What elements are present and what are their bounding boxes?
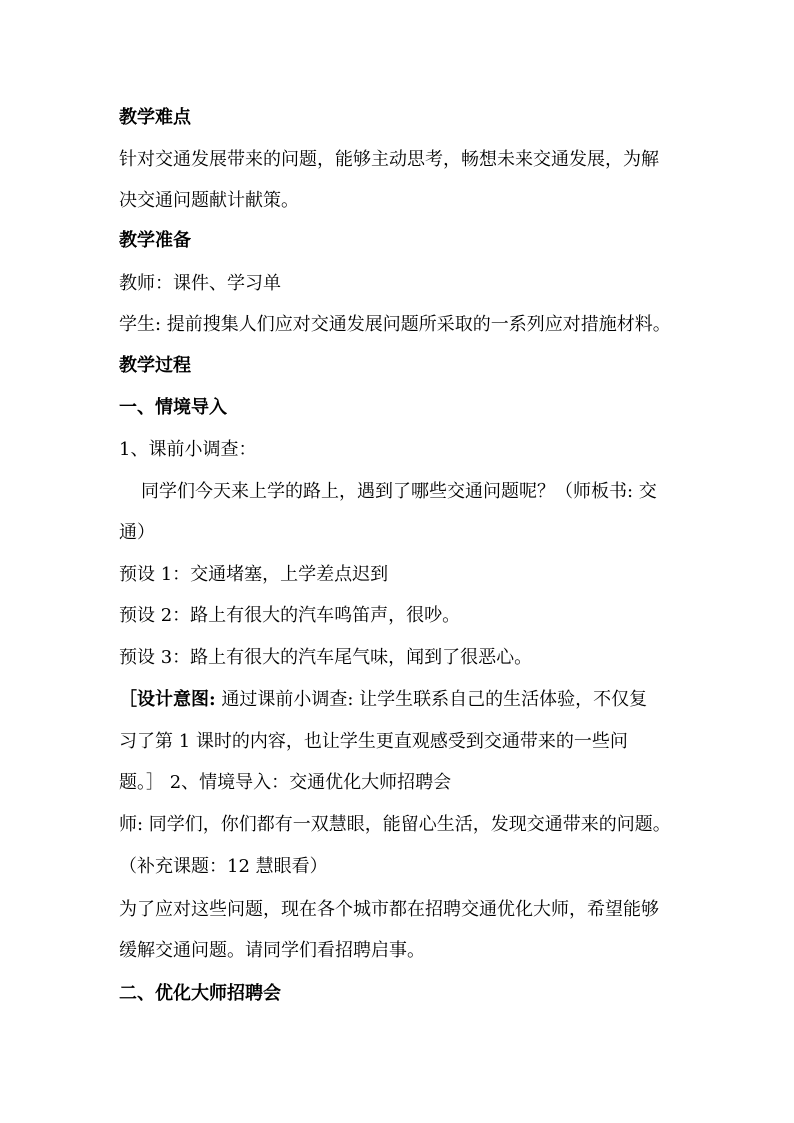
step1-label: 1、课前小调查： <box>119 439 257 460</box>
design-intent-line-2: 习了第 1 课时的内容，也让学生更直观感受到交通带来的一些问 <box>119 731 628 752</box>
question-line-1: 同学们今天来上学的路上，遇到了哪些交通问题呢？（师板书: 交 <box>141 481 657 502</box>
prep-teacher: 教师：课件、学习单 <box>119 273 281 294</box>
question-line-2: 通） <box>119 522 155 543</box>
recruit-line-1: 为了应对这些问题，现在各个城市都在招聘交通优化大师，希望能够 <box>119 899 659 920</box>
design-intent-line-1 <box>119 688 689 712</box>
preset-3: 预设 3：路上有很大的汽车尾气味，闻到了很恶心。 <box>119 647 533 668</box>
teacher-line-2: （补充课题：12 慧眼看） <box>119 856 328 877</box>
design-intent-label: ［设计意图: <box>119 689 216 710</box>
prep-heading: 教学准备 <box>119 230 191 251</box>
section2-heading: 二、优化大师招聘会 <box>119 983 281 1004</box>
prep-student: 学生: 提前搜集人们应对交通发展问题所采取的一系列应对措施材料。 <box>119 314 671 335</box>
section1-heading: 一、情境导入 <box>119 397 227 418</box>
preset-2: 预设 2：路上有很大的汽车鸣笛声，很吵。 <box>119 605 461 626</box>
difficulty-line-1: 针对交通发展带来的问题，能够主动思考，畅想未来交通发展，为解 <box>119 149 659 170</box>
design-intent-line-3: 题。］ 2、情境导入：交通优化大师招聘会 <box>119 772 452 793</box>
process-heading: 教学过程 <box>119 355 191 376</box>
design-intent-text: 通过课前小调查: 让学生联系自己的生活体验，不仅复 <box>215 689 648 710</box>
recruit-line-2: 缓解交通问题。请同学们看招聘启事。 <box>119 940 425 961</box>
preset-1: 预设 1：交通堵塞，上学差点迟到 <box>119 564 389 585</box>
difficulty-heading: 教学难点 <box>119 107 191 128</box>
difficulty-line-2: 决交通问题献计献策。 <box>119 190 299 211</box>
teacher-line-1: 师: 同学们，你们都有一双慧眼，能留心生活，发现交通带来的问题。 <box>119 814 671 835</box>
